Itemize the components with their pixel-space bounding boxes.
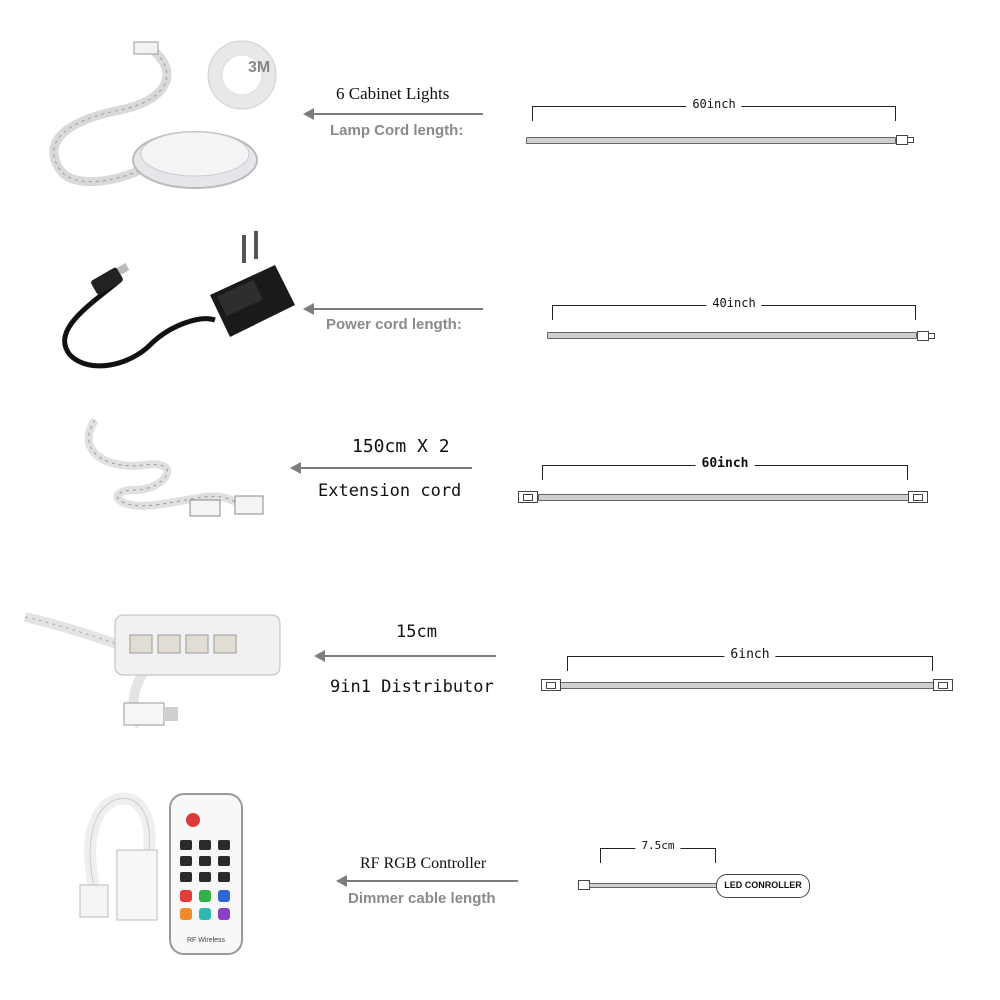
- row-extension-cord: [0, 400, 1000, 580]
- row-2-plug-tip: [928, 333, 935, 339]
- row-rf-controller: [0, 770, 1000, 1000]
- row-cabinet-lights: [0, 0, 1000, 200]
- rf-remote-controller-icon: [75, 790, 255, 960]
- row-1-label-bottom: Lamp Cord length:: [330, 122, 464, 139]
- power-adapter-icon: [50, 225, 310, 385]
- row-4-label-bottom: 9in1 Distributor: [330, 677, 494, 697]
- row-3-label-bottom: Extension cord: [318, 481, 462, 501]
- row-1-dimension-bracket: [532, 97, 896, 121]
- row-1-plug-tip: [907, 137, 914, 143]
- row-2-label-bottom: Power cord length:: [326, 316, 462, 333]
- row-1-dimension-label: 60inch: [686, 97, 741, 111]
- row-5-label-top: RF RGB Controller: [360, 855, 487, 872]
- row-2-arrow: [313, 308, 483, 310]
- remote-brand-text: RF Wireless: [186, 937, 226, 944]
- row-3-plug-right: [908, 491, 928, 503]
- row-power-adapter: [0, 200, 1000, 400]
- led-controller-box: [716, 874, 810, 898]
- row-4-plug-right: [933, 679, 953, 691]
- adhesive-brand-text: 3M: [248, 59, 271, 76]
- row-2-cable: [547, 332, 917, 339]
- row-2-dimension-label: 40inch: [706, 296, 761, 310]
- row-3-dimension-label: 60inch: [696, 456, 755, 471]
- row-2-dimension-bracket: [552, 296, 916, 320]
- row-4-arrow: [324, 655, 496, 657]
- row-3-arrow: [300, 467, 472, 469]
- distributor-icon: [20, 605, 290, 745]
- row-4-dimension-bracket: [567, 647, 933, 671]
- row-4-dimension-label: 6inch: [724, 647, 775, 662]
- extension-cord-icon: [75, 410, 285, 550]
- row-1-label-top: 6 Cabinet Lights: [336, 84, 450, 103]
- row-4-label-top: 15cm: [396, 622, 437, 642]
- row-3-cable: [538, 494, 910, 501]
- row-3-dimension-bracket: [542, 456, 908, 480]
- cabinet-light-icon: [30, 30, 300, 200]
- row-distributor: [0, 580, 1000, 770]
- row-1-cable: [526, 137, 896, 144]
- row-1-arrow: [313, 113, 483, 115]
- row-4-cable: [560, 682, 934, 689]
- row-4-plug-left: [541, 679, 561, 691]
- row-3-plug-left: [518, 491, 538, 503]
- row-3-label-top: 150cm X 2: [352, 436, 450, 457]
- row-5-cable: [589, 883, 721, 888]
- row-5-dimension-label: 7.5cm: [635, 839, 680, 852]
- row-5-label-bottom: Dimmer cable length: [348, 890, 496, 907]
- row-5-arrow: [346, 880, 518, 882]
- led-controller-label: LED CONROLLER: [724, 880, 802, 890]
- row-5-dimension-bracket: [600, 839, 716, 863]
